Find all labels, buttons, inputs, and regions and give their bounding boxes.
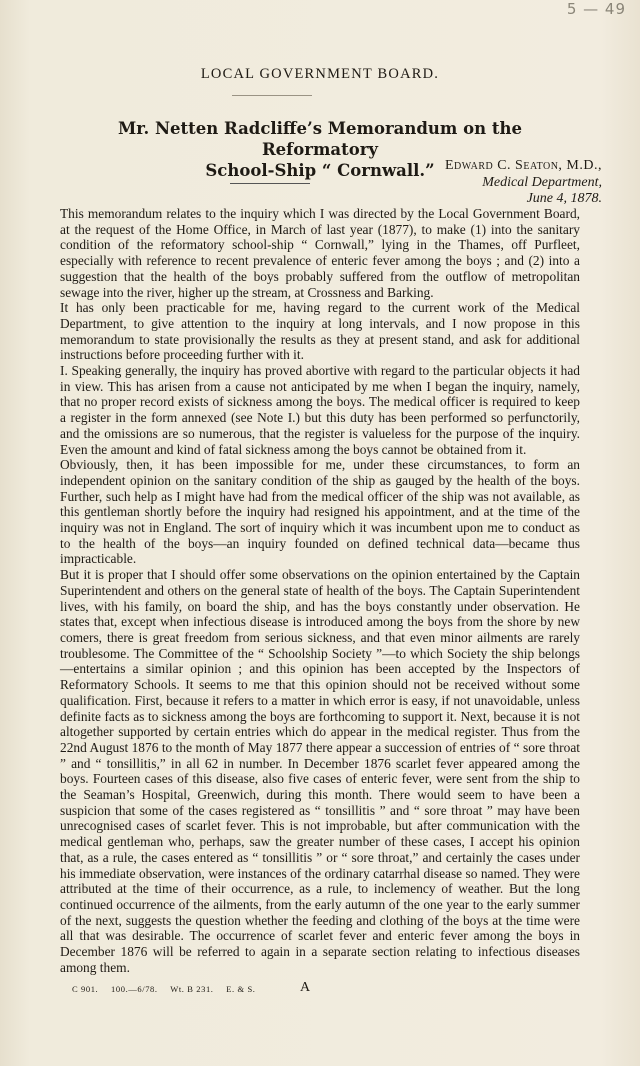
author-name: Edward C. Seaton, M.D., — [445, 158, 602, 173]
paragraph: This memorandum relates to the inquiry which I was directed by the Local Government Board, at the request of the Home Office, in March of last year (1877), to make (1) into the sanitary condition of the reformatory school-ship “ Cornwall,” lying in the Thames, off Purfleet, especially with reference to recent prevalence of enteric fever among the boys ; and (2) into a suggestion that the health of the boys probably suffered from the outflow of metropolitan sewage into the river, higher up the stream, at Crossness and Barking. — [60, 206, 580, 300]
memorandum-body — [60, 206, 580, 975]
memorandum-date: June 4, 1878. — [526, 191, 602, 206]
memorandum-title-line: Mr. Netten Radcliffe’s Memorandum on the Reformatory — [118, 119, 522, 159]
footer-code: C 901. — [72, 984, 99, 994]
board-title: LOCAL GOVERNMENT BOARD. — [200, 66, 440, 82]
print-footer — [72, 984, 472, 994]
paragraph: But it is proper that I should offer some observations on the opinion entertained by the Captain Superintendent and others on the general state of health of the boys. The Captain Superintendent lives, with his family, on board the ship, and has the boys constantly under observation. He states that, except when infectious disease is introduced among the boys from the shore by new comers, there is great freedom from serious sickness, and that even minor ailments are rarely troublesome. The Committee of the “ Schoolship Society ”—to which Society the ship belongs—entertains a similar opinion ; and this opinion has been accepted by the Inspectors of Reformatory Schools. It seems to me that this opinion should not be received without some qualification. First, because it refers to a matter in which error is easy, if not unavoidable, unless definite facts as to sickness among the boys are forthcoming to support it. Next, because it is not altogether supported by certain entries which do appear in the medical register. Thus from the 22nd August 1876 to the month of May 1877 there appear a succession of entries of “ sore throat ” and “ tonsillitis,” in all 62 in number. In December 1876 scarlet fever appeared among the boys. Fourteen cases of this disease, also five cases of enteric fever, were sent from the ship to the Seaman’s Hospital, Greenwich, during this month. There would seem to have been a suspicion that some of the cases registered as “ tonsillitis ” and “ sore throat ” may have been unrecognised cases of scarlet fever. This is not improbable, but after communication with the medical gentleman who, perhaps, saw the greater number of these cases, I accept his opinion that, as a rule, the cases entered as “ tonsillitis ” or “ sore throat,” and certainly the cases under his immediate observation, were instances of the ordinary catarrhal disease so named. They were attributed at the time of their occurrence, as a rule, to inclemency of weather. But the long continued occurrence of the ailments, from the early autumn of the one year to the early summer of the next, suggests the question whether the feeding and clothing of the boys at the time were all that was desirable. The occurrence of scarlet fever and enteric fever among the boys in December 1876 will be referred to again in a separate section relating to infectious diseases among them. — [60, 567, 580, 975]
divider — [230, 183, 310, 184]
paragraph: I. Speaking generally, the inquiry has proved abortive with regard to the particular objects it had in view. This has arisen from a cause not anticipated by me when I began the inquiry, namely, that no proper record exists of sickness among the boys. The medical officer is required to keep a register in the form annexed (see Note I.) but this duty has been performed so perfunctorily, and the omissions are so numerous, that the register is valueless for the purpose of the inquiry. Even the amount and kind of fatal sickness among the boys cannot be obtained from it. — [60, 363, 580, 457]
paragraph: It has only been practicable for me, having regard to the current work of the Medical Department, to give attention to the inquiry at long intervals, and I now propose in this memorandum to state provisionally the results as they at present stand, and ask for additional instructions before proceeding further with it. — [60, 300, 580, 363]
author-block — [302, 158, 602, 208]
footer-printer: E. & S. — [226, 984, 256, 994]
divider — [232, 95, 312, 96]
author-department: Medical Department, — [482, 174, 602, 190]
paragraph: Obviously, then, it has been impossible for me, under these circumstances, to form an independent opinion on the sanitary condition of the ship as gauged by the health of the boys. Further, such help as I might have had from the medical officer of the ship was not available, as this gentleman shortly before the inquiry had resigned his appointment, and at the time of the inquiry was not in England. The sort of inquiry which it was incumbent upon me to conduct as to the health of the boys—an inquiry founded on defined technical data—became thus impracticable. — [60, 457, 580, 567]
page-number-mark: 5 — 49 — [566, 0, 626, 18]
memorandum-title-line: School-Ship “ Cornwall.” — [205, 161, 435, 180]
footer-print-run: 100.—6/78. — [111, 984, 158, 994]
signature-letter: A — [300, 980, 311, 995]
footer-weight: Wt. B 231. — [170, 984, 214, 994]
